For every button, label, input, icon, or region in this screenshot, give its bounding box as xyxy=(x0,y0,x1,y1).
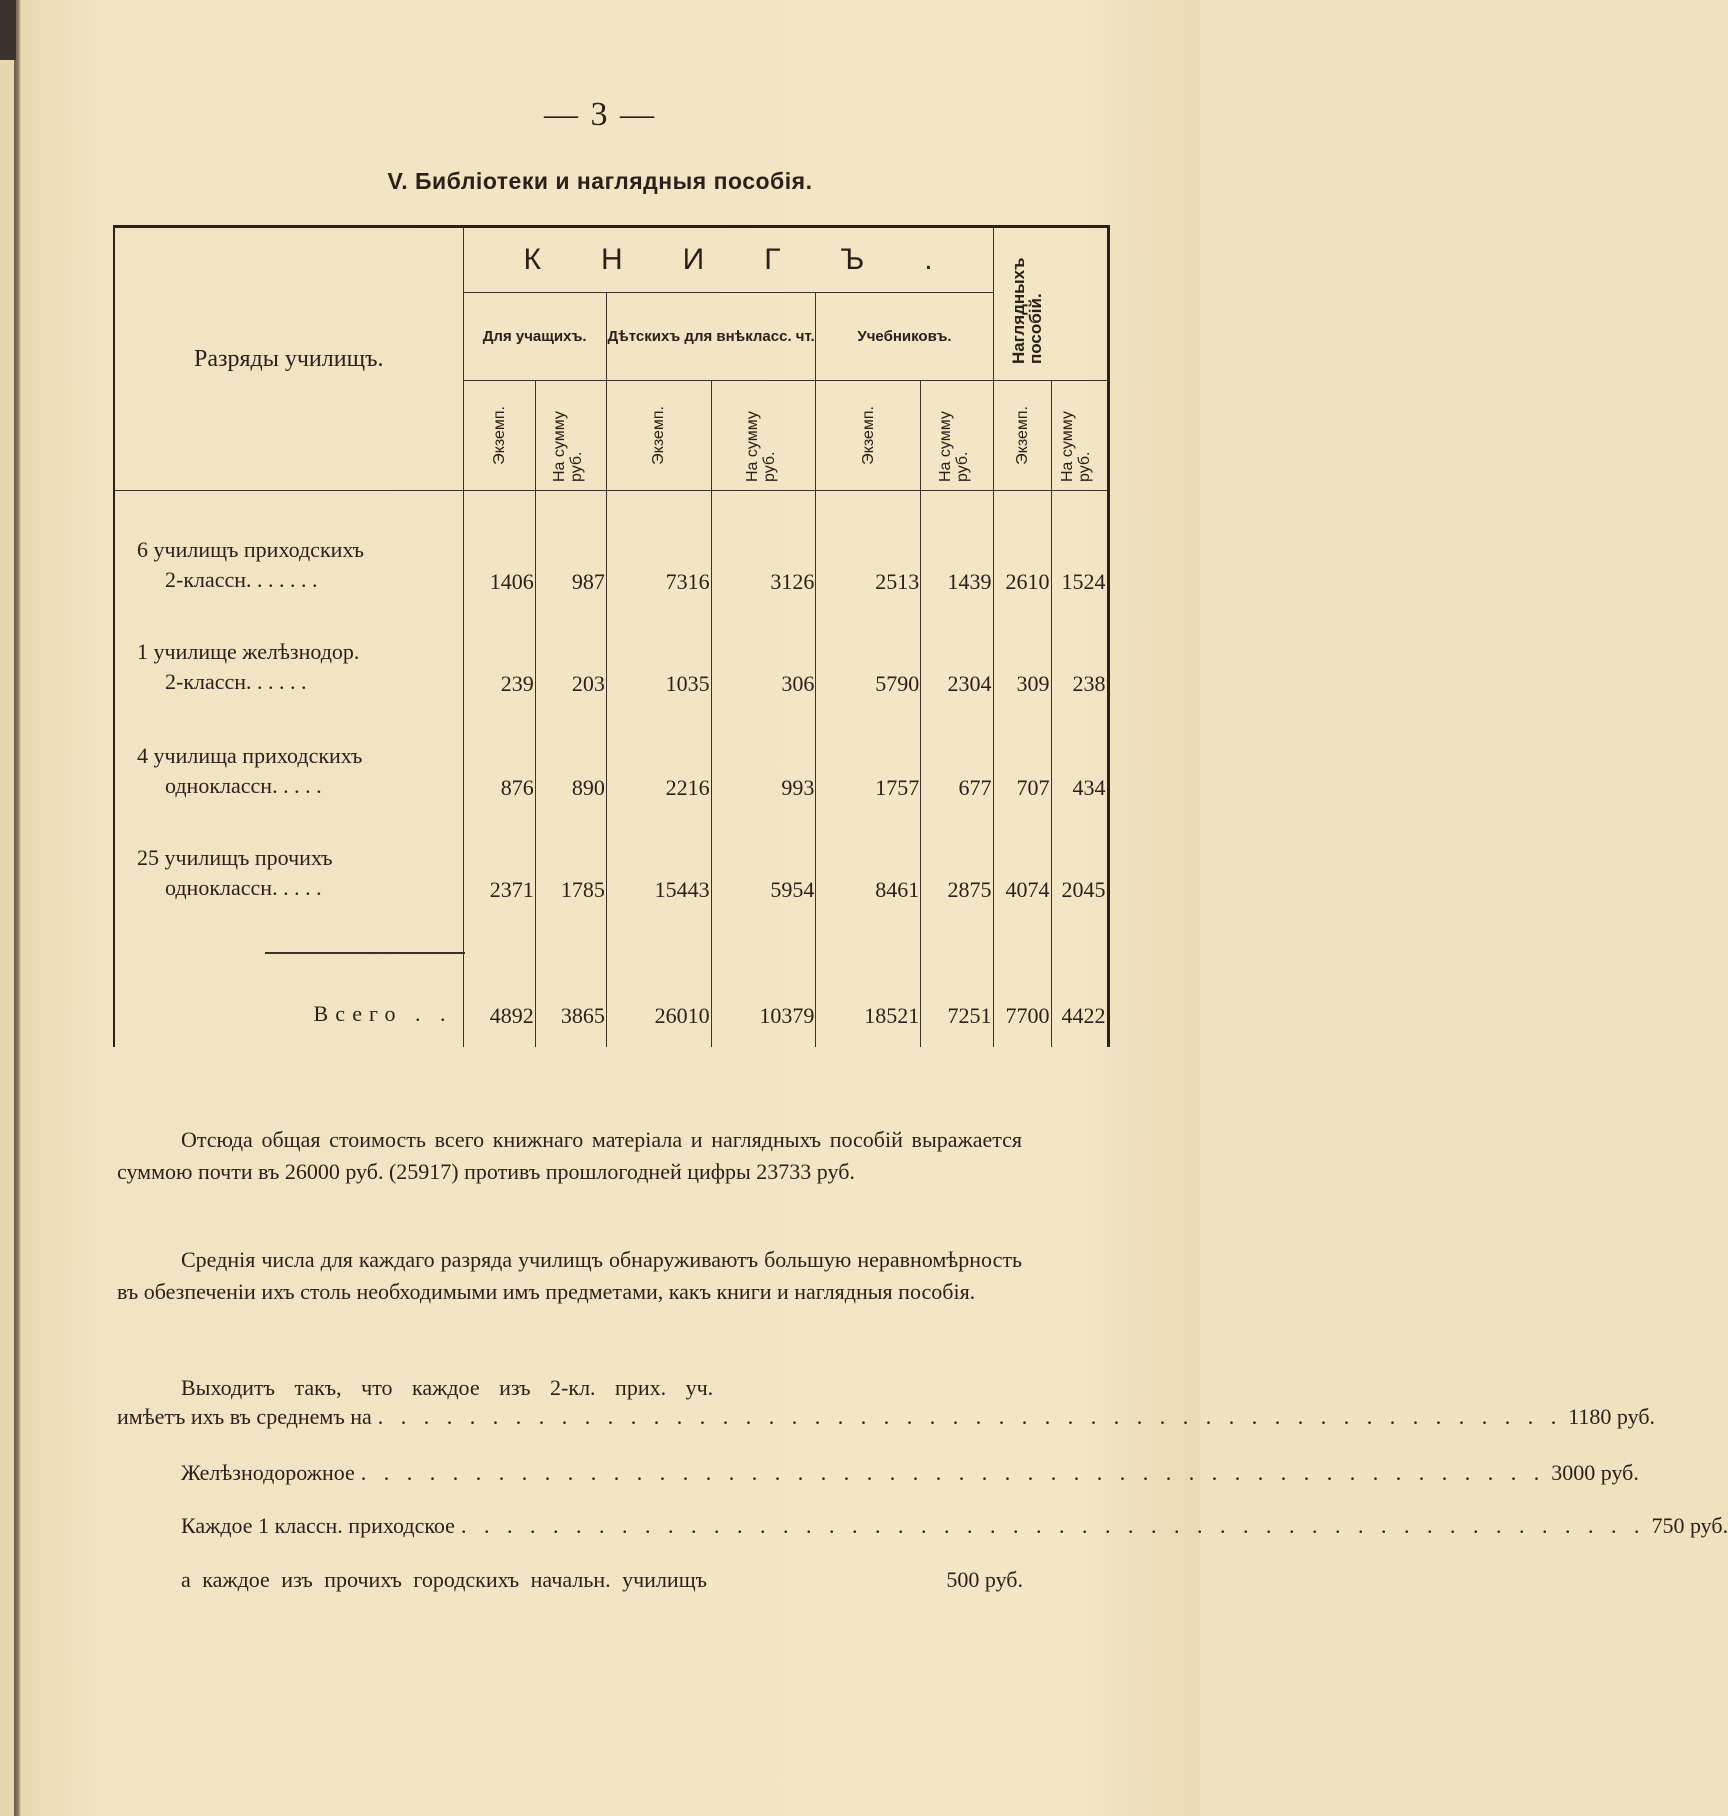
table-row xyxy=(114,491,1108,609)
col-sum-2 xyxy=(711,381,816,491)
library-table xyxy=(113,225,1110,1047)
table-cell: 2371 xyxy=(463,815,535,917)
average-value: 1180 руб. xyxy=(1568,1404,1656,1429)
table-cell: 5790 xyxy=(816,609,921,711)
table-cell: 987 xyxy=(535,491,606,609)
dot-leader: . . . . . . . . . . . . . . . . . . . . . . . . . . . . . . . . . . . . . . . . . . . . . . . . . . . . xyxy=(360,1460,1546,1485)
average-value: 3000 руб. xyxy=(1551,1460,1639,1485)
table-cell: 239 xyxy=(463,609,535,711)
table-cell: 238 xyxy=(1051,609,1108,711)
table-cell: 1035 xyxy=(606,609,711,711)
table-cell: 1757 xyxy=(816,711,921,815)
group-children: Дѣтскихъ для внѣкласс. чт. xyxy=(606,293,816,381)
col-sum-4 xyxy=(1051,381,1108,491)
col-sum-label: На сумму руб. xyxy=(743,410,778,482)
sum-rule xyxy=(265,952,465,954)
table-cell: 434 xyxy=(1051,711,1108,815)
paragraph-averages: Среднія числа для каждаго разряда училищъ обнаруживаютъ большую неравномѣрность въ обезпеченіи ихъ столь необходимыми имъ предметами, какъ книги и наглядныя пособія. xyxy=(117,1247,1022,1304)
table-cell: 1406 xyxy=(463,491,535,609)
table-cell: 2216 xyxy=(606,711,711,815)
group-textbooks: Учебниковъ. xyxy=(816,293,993,381)
average-line xyxy=(117,1513,1728,1539)
row-label xyxy=(114,491,463,609)
col-sum-label: На сумму руб. xyxy=(550,410,585,482)
average-value: 500 руб. xyxy=(946,1567,1023,1592)
average-line xyxy=(117,1460,1639,1486)
average-label: Желѣзнодорожное xyxy=(181,1460,355,1485)
total-label: Всего . . xyxy=(114,917,463,1047)
header-books xyxy=(463,227,993,293)
table-cell: 2045 xyxy=(1051,815,1108,917)
page-number: — 3 — xyxy=(544,96,656,133)
average-label: Каждое 1 классн. приходское xyxy=(181,1513,455,1538)
col-sum-3 xyxy=(921,381,993,491)
table-cell: 1439 xyxy=(921,491,993,609)
table-cell: 707 xyxy=(993,711,1051,815)
table-cell: 1524 xyxy=(1051,491,1108,609)
binding-corner xyxy=(0,0,16,60)
average-value: 750 руб. xyxy=(1651,1513,1728,1538)
header-visual-aids-label: Наглядныхъ пособій. xyxy=(1009,257,1046,364)
table-row xyxy=(114,609,1108,711)
col-copies-2 xyxy=(606,381,711,491)
table-cell: 2875 xyxy=(921,815,993,917)
total-cell: 4422 xyxy=(1051,917,1108,1047)
row-label xyxy=(114,815,463,917)
table-cell: 4074 xyxy=(993,815,1051,917)
total-row xyxy=(114,917,1108,1047)
average-label: имѣетъ ихъ въ среднемъ на xyxy=(117,1404,372,1429)
total-cell: 3865 xyxy=(535,917,606,1047)
average-line xyxy=(117,1567,1023,1593)
table-cell: 2304 xyxy=(921,609,993,711)
table-cell: 2513 xyxy=(816,491,921,609)
table-cell: 2610 xyxy=(993,491,1051,609)
header-books-label: КНИГЪ. xyxy=(523,243,993,276)
col-copies-label: Экземп. xyxy=(859,406,877,465)
average-label: а каждое изъ прочихъ городскихъ начальн. училищъ xyxy=(181,1567,708,1592)
table-cell: 993 xyxy=(711,711,816,815)
col-sum-1 xyxy=(535,381,606,491)
section-title: V. Библіотеки и наглядныя пособія. xyxy=(387,168,813,194)
col-copies-label: Экземп. xyxy=(1013,406,1031,465)
row-label-line2: 2-классн. . . . . . . xyxy=(165,566,318,592)
paragraph-total-cost: Отсюда общая стоимость всего книжнаго матеріала и наглядныхъ пособій выражается суммою почти въ 26000 руб. (25917) противъ прошлогодней цифры 23733 руб. xyxy=(117,1127,1022,1184)
dot-leader: . . . . . . . . . . . . . . . . . . . . . . . . . . . . . . . . . . . . . . . . . . . . . . . . . . . . xyxy=(460,1513,1646,1538)
col-copies-label: Экземп. xyxy=(490,406,508,465)
row-label-line1: 1 училище желѣзнодор. xyxy=(137,638,360,664)
binding-edge xyxy=(14,0,21,1816)
table-cell: 15443 xyxy=(606,815,711,917)
table-cell: 1785 xyxy=(535,815,606,917)
table-cell: 7316 xyxy=(606,491,711,609)
col-sum-label: На сумму руб. xyxy=(936,410,971,482)
header-visual-aids xyxy=(993,227,1108,381)
row-label xyxy=(114,711,463,815)
dot-leader: . . . . . . . . . . . . . . . . . . . . . . . . . . . . . . . . . . . . . . . . . . . . . . . . . . . . xyxy=(377,1404,1563,1429)
total-cell: 7251 xyxy=(921,917,993,1047)
table-cell: 309 xyxy=(993,609,1051,711)
row-label-line1: 4 училища приходскихъ xyxy=(137,742,363,768)
group-teachers: Для учащихъ. xyxy=(463,293,606,381)
table-cell: 203 xyxy=(535,609,606,711)
col-copies-4 xyxy=(993,381,1051,491)
total-cell: 7700 xyxy=(993,917,1051,1047)
table-cell: 306 xyxy=(711,609,816,711)
col-copies-1 xyxy=(463,381,535,491)
table-row xyxy=(114,711,1108,815)
averages-intro: Выходитъ такъ, что каждое изъ 2-кл. прих. уч. xyxy=(181,1375,714,1400)
table-row xyxy=(114,815,1108,917)
average-line xyxy=(117,1404,1656,1430)
table-cell: 3126 xyxy=(711,491,816,609)
row-label-line1: 25 училищъ прочихъ xyxy=(137,844,333,870)
row-label-line2: одноклассн. . . . . xyxy=(165,874,322,900)
total-cell: 26010 xyxy=(606,917,711,1047)
table-cell: 677 xyxy=(921,711,993,815)
header-category: Разряды училищъ. xyxy=(114,227,463,491)
table-cell: 5954 xyxy=(711,815,816,917)
table-cell: 8461 xyxy=(816,815,921,917)
table-cell: 876 xyxy=(463,711,535,815)
row-label-line2: 2-классн. . . . . . xyxy=(165,668,307,694)
total-cell: 18521 xyxy=(816,917,921,1047)
table-cell: 890 xyxy=(535,711,606,815)
total-cell: 4892 xyxy=(463,917,535,1047)
col-copies-label: Экземп. xyxy=(650,406,668,465)
row-label-line1: 6 училищъ приходскихъ xyxy=(137,536,364,562)
row-label-line2: одноклассн. . . . . xyxy=(165,772,322,798)
col-sum-label: На сумму руб. xyxy=(1059,410,1094,482)
total-cell: 10379 xyxy=(711,917,816,1047)
row-label xyxy=(114,609,463,711)
col-copies-3 xyxy=(816,381,921,491)
